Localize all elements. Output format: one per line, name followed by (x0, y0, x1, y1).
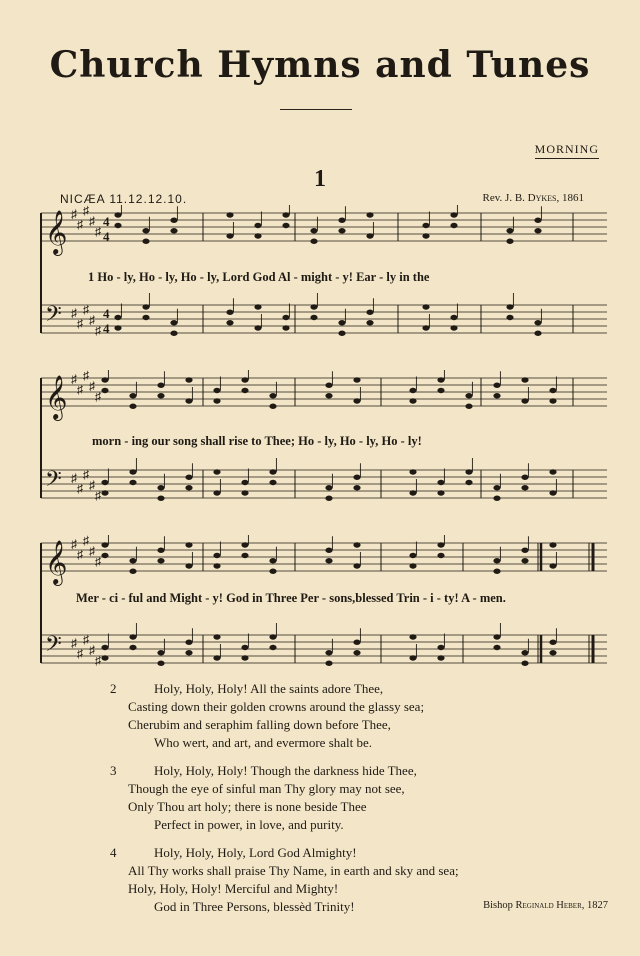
note-head (465, 480, 472, 485)
note-head (366, 310, 373, 315)
bass-clef-icon: 𝄢 (45, 302, 62, 332)
note-head (157, 558, 164, 563)
note-head (521, 650, 528, 655)
note-head (493, 569, 500, 574)
note-head (129, 469, 136, 474)
note-head (226, 310, 233, 315)
sharp-icon: ♯ (77, 547, 83, 562)
sharp-icon: ♯ (89, 643, 95, 657)
note-head (213, 634, 220, 639)
book-title: Church Hymns and Tunes (49, 44, 591, 86)
note-head (549, 563, 556, 568)
note-head (521, 398, 528, 403)
sharp-icon: ♯ (71, 537, 77, 551)
note-head (353, 475, 360, 480)
author-name: Reginald Heber (515, 900, 582, 911)
note-head (101, 490, 108, 495)
note-head (493, 485, 500, 490)
note-head (269, 558, 276, 563)
music-staff-pair (33, 535, 607, 685)
note-head (101, 553, 108, 558)
sharp-icon: ♯ (83, 205, 89, 218)
time-signature: 4 (103, 229, 110, 244)
note-head (114, 325, 121, 330)
note-head (129, 393, 136, 398)
sharp-icon: ♯ (71, 306, 77, 320)
note-head (422, 325, 429, 330)
verse-line: Only Thou art holy; there is none beside Thee (128, 799, 367, 814)
note-head (437, 490, 444, 495)
note-head (101, 388, 108, 393)
note-head (241, 377, 248, 382)
note-head (241, 542, 248, 547)
verse-number: 4 (110, 845, 117, 860)
note-head (549, 469, 556, 474)
note-head (493, 383, 500, 388)
note-head (185, 475, 192, 480)
note-head (282, 315, 289, 320)
note-head (506, 239, 513, 244)
note-head (101, 542, 108, 547)
note-head (437, 542, 444, 547)
composer-year: , 1861 (556, 192, 584, 204)
note-head (422, 233, 429, 238)
note-head (213, 563, 220, 568)
note-head (521, 558, 528, 563)
note-head (269, 469, 276, 474)
verse-3 (112, 762, 612, 834)
note-head (325, 393, 332, 398)
note-head (310, 239, 317, 244)
sharp-icon: ♯ (71, 636, 77, 650)
note-head (241, 553, 248, 558)
verse-line: Holy, Holy, Holy! Though the darkness hide Thee, (154, 763, 417, 778)
note-head (185, 563, 192, 568)
hymn-number: 1 (314, 166, 326, 192)
note-head (213, 655, 220, 660)
treble-clef-icon: 𝄞 (45, 210, 68, 254)
note-head (338, 228, 345, 233)
sharp-icon: ♯ (77, 217, 83, 232)
note-head (269, 393, 276, 398)
note-head (493, 393, 500, 398)
verse-line: Who wert, and art, and evermore shalt be. (154, 735, 373, 750)
note-head (185, 640, 192, 645)
verse-line: Cherubim and seraphim falling down before Thee, (128, 717, 391, 732)
note-head (213, 388, 220, 393)
sharp-icon: ♯ (95, 224, 101, 239)
note-head (129, 634, 136, 639)
note-head (129, 558, 136, 563)
note-head (506, 315, 513, 320)
note-head (101, 377, 108, 382)
note-head (493, 496, 500, 501)
note-head (310, 304, 317, 309)
lyric-line-2: morn - ing our song shall rise to Thee; Ho - ly, Ho - ly, Ho - ly! (92, 434, 422, 448)
note-head (114, 212, 121, 217)
note-head (269, 404, 276, 409)
note-head (142, 315, 149, 320)
sharp-icon: ♯ (89, 379, 95, 393)
note-head (534, 228, 541, 233)
note-head (409, 398, 416, 403)
note-head (521, 485, 528, 490)
note-head (409, 388, 416, 393)
note-head (450, 325, 457, 330)
treble-staff (41, 370, 607, 421)
note-head (506, 304, 513, 309)
note-head (437, 645, 444, 650)
note-head (549, 398, 556, 403)
note-head (170, 228, 177, 233)
note-head (325, 548, 332, 553)
note-head (213, 398, 220, 403)
note-head (353, 640, 360, 645)
sharp-icon: ♯ (95, 554, 101, 569)
note-head (269, 645, 276, 650)
note-head (213, 469, 220, 474)
sharp-icon: ♯ (71, 207, 77, 221)
note-head (437, 377, 444, 382)
note-head (157, 650, 164, 655)
note-head (254, 223, 261, 228)
note-head (521, 548, 528, 553)
treble-staff (41, 205, 607, 256)
author-credit (483, 900, 608, 911)
sharp-icon: ♯ (83, 302, 89, 317)
note-head (338, 320, 345, 325)
note-head (534, 218, 541, 223)
note-head (254, 304, 261, 309)
time-signature: 4 (103, 306, 110, 321)
note-head (465, 469, 472, 474)
note-head (450, 315, 457, 320)
sharp-icon: ♯ (89, 478, 95, 492)
sharp-icon: ♯ (71, 471, 77, 485)
note-head (422, 223, 429, 228)
note-head (325, 650, 332, 655)
note-head (282, 325, 289, 330)
note-head (129, 645, 136, 650)
note-head (353, 542, 360, 547)
note-head (114, 223, 121, 228)
author-prefix: Bishop (483, 900, 516, 911)
note-head (549, 650, 556, 655)
note-head (157, 485, 164, 490)
note-head (450, 212, 457, 217)
note-head (409, 634, 416, 639)
treble-clef-icon: 𝄞 (45, 540, 68, 584)
note-head (269, 480, 276, 485)
note-head (101, 645, 108, 650)
note-head (521, 661, 528, 666)
sharp-icon: ♯ (83, 370, 89, 383)
note-head (129, 569, 136, 574)
note-head (353, 485, 360, 490)
verse-2 (112, 680, 612, 752)
sharp-icon: ♯ (89, 313, 95, 327)
sharp-icon: ♯ (83, 535, 89, 548)
sharp-icon: ♯ (95, 488, 101, 503)
note-head (353, 563, 360, 568)
verse-line: Though the eye of sinful man Thy glory may not see, (128, 781, 405, 796)
note-head (157, 548, 164, 553)
bass-clef-icon: 𝄢 (45, 467, 62, 497)
note-head (325, 661, 332, 666)
music-system-3 (33, 535, 607, 685)
lyric-line-1: 1 Ho - ly, Ho - ly, Ho - ly, Lord God Al - might - y! Ear - ly in the (88, 270, 430, 284)
note-head (185, 377, 192, 382)
note-head (353, 650, 360, 655)
note-head (142, 304, 149, 309)
note-head (185, 398, 192, 403)
note-head (437, 655, 444, 660)
note-head (170, 320, 177, 325)
note-head (437, 553, 444, 558)
note-head (366, 212, 373, 217)
sharp-icon: ♯ (77, 646, 83, 661)
sharp-icon: ♯ (89, 544, 95, 558)
note-head (282, 223, 289, 228)
note-head (254, 233, 261, 238)
note-head (170, 331, 177, 336)
note-head (213, 553, 220, 558)
note-head (310, 315, 317, 320)
note-head (325, 496, 332, 501)
note-head (101, 480, 108, 485)
note-head (549, 388, 556, 393)
note-head (534, 320, 541, 325)
note-head (157, 393, 164, 398)
composer-prefix: Rev. J. B. (482, 192, 528, 204)
sharp-icon: ♯ (77, 316, 83, 331)
note-head (325, 383, 332, 388)
note-head (366, 320, 373, 325)
note-head (493, 645, 500, 650)
sharp-icon: ♯ (95, 389, 101, 404)
time-signature: 4 (103, 214, 110, 229)
note-head (325, 558, 332, 563)
treble-staff (41, 535, 607, 586)
time-signature: 4 (103, 321, 110, 336)
note-head (493, 634, 500, 639)
composer-credit (483, 192, 584, 204)
verse-line: Holy, Holy, Holy, Lord God Almighty! (154, 845, 357, 860)
note-head (409, 490, 416, 495)
note-head (409, 563, 416, 568)
note-head (185, 542, 192, 547)
note-head (170, 218, 177, 223)
note-head (157, 383, 164, 388)
verse-line: Holy, Holy, Holy! Merciful and Mighty! (128, 881, 339, 896)
lyric-line-3: Mer - ci - ful and Might - y! God in Three Per - sons,blessed Trin - i - ty! A - men. (76, 591, 506, 605)
note-head (325, 485, 332, 490)
sharp-icon: ♯ (95, 653, 101, 668)
author-year: , 1827 (581, 900, 608, 911)
note-head (366, 233, 373, 238)
note-head (521, 475, 528, 480)
category-label: MORNING (535, 142, 599, 159)
note-head (129, 404, 136, 409)
bass-clef-icon: 𝄢 (45, 632, 62, 662)
sharp-icon: ♯ (77, 481, 83, 496)
note-head (101, 655, 108, 660)
sharp-icon: ♯ (71, 372, 77, 386)
note-head (437, 388, 444, 393)
sharp-icon: ♯ (83, 632, 89, 647)
note-head (241, 655, 248, 660)
note-head (409, 553, 416, 558)
sharp-icon: ♯ (77, 382, 83, 397)
note-head (521, 377, 528, 382)
note-head (549, 542, 556, 547)
note-head (213, 490, 220, 495)
additional-verses (112, 680, 612, 926)
note-head (493, 558, 500, 563)
verse-number: 2 (110, 681, 117, 696)
verse-line: God in Three Persons, blessèd Trinity! (154, 899, 355, 914)
note-head (254, 325, 261, 330)
note-head (226, 212, 233, 217)
note-head (506, 228, 513, 233)
note-head (142, 239, 149, 244)
note-head (241, 645, 248, 650)
note-head (437, 480, 444, 485)
note-head (241, 480, 248, 485)
note-head (129, 480, 136, 485)
note-head (549, 640, 556, 645)
note-head (338, 331, 345, 336)
sharp-icon: ♯ (83, 467, 89, 482)
note-head (422, 304, 429, 309)
note-head (269, 634, 276, 639)
note-head (310, 228, 317, 233)
note-head (353, 377, 360, 382)
note-head (450, 223, 457, 228)
note-head (241, 490, 248, 495)
note-head (269, 569, 276, 574)
note-head (465, 393, 472, 398)
note-head (549, 490, 556, 495)
note-head (338, 218, 345, 223)
title-divider (280, 109, 352, 110)
bass-staff (41, 458, 607, 503)
verse-number: 3 (110, 763, 117, 778)
bass-staff (41, 293, 607, 338)
note-head (142, 228, 149, 233)
verse-line: Casting down their golden crowns around the glassy sea; (128, 699, 425, 714)
note-head (409, 655, 416, 660)
note-head (114, 315, 121, 320)
sharp-icon: ♯ (89, 214, 95, 228)
sharp-icon: ♯ (95, 323, 101, 338)
note-head (241, 388, 248, 393)
note-head (409, 469, 416, 474)
note-head (185, 650, 192, 655)
verse-line: Perfect in power, in love, and purity. (154, 817, 344, 832)
composer-name: Dykes (527, 192, 557, 204)
note-head (157, 661, 164, 666)
note-head (226, 320, 233, 325)
note-head (282, 212, 289, 217)
bass-staff (41, 623, 607, 668)
note-head (353, 398, 360, 403)
verse-line: All Thy works shall praise Thy Name, in earth and sky and sea; (128, 863, 459, 878)
note-head (465, 404, 472, 409)
treble-clef-icon: 𝄞 (45, 375, 68, 419)
note-head (226, 233, 233, 238)
verse-line: Holy, Holy, Holy! All the saints adore Thee, (154, 681, 384, 696)
note-head (534, 331, 541, 336)
note-head (157, 496, 164, 501)
tune-name: NICÆA 11.12.12.10. (60, 192, 188, 206)
note-head (185, 485, 192, 490)
